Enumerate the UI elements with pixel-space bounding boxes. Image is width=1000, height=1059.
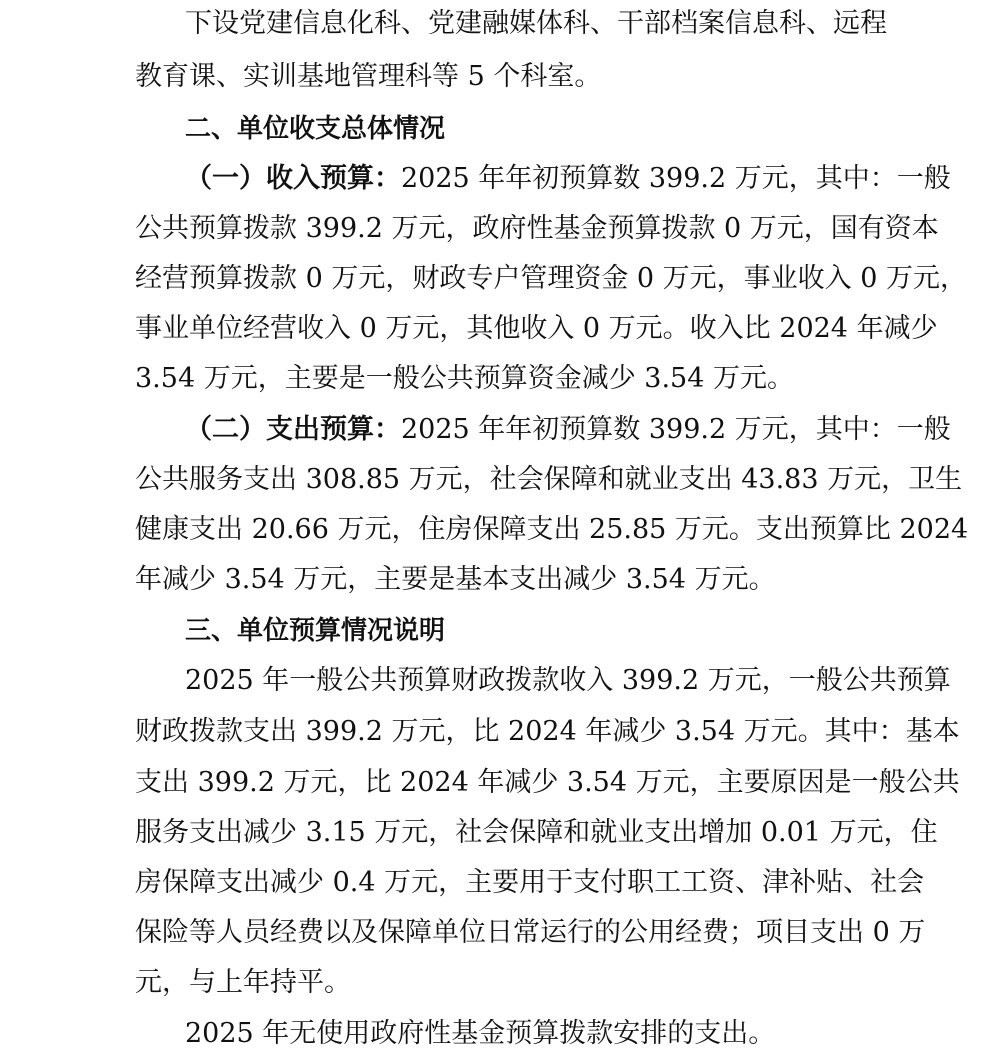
paragraph-line: 2025 年一般公共预算财政拨款收入 399.2 万元，一般公共预算 <box>185 665 951 696</box>
paragraph-line: 支出 399.2 万元，比 2024 年减少 3.54 万元，主要原因是一般公共 <box>135 767 960 798</box>
paragraph-line: 健康支出 20.66 万元，住房保障支出 25.85 万元。支出预算比 2024 <box>135 514 969 545</box>
paragraph-line: 元，与上年持平。 <box>135 967 351 998</box>
paragraph-line: 保险等人员经费以及保障单位日常运行的公用经费；项目支出 0 万 <box>135 917 926 948</box>
paragraph-line <box>185 412 951 448</box>
paragraph-text: 2025 年年初预算数 399.2 万元，其中：一般 <box>401 414 951 445</box>
paragraph-line: 服务支出减少 3.15 万元，社会保障和就业支出增加 0.01 万元，住 <box>135 817 938 848</box>
income-budget-label: （一）收入预算： <box>185 163 401 194</box>
section-heading: 二、单位收支总体情况 <box>185 114 446 144</box>
paragraph-line <box>185 161 951 197</box>
paragraph-line: 财政拨款支出 399.2 万元，比 2024 年减少 3.54 万元。其中：基本 <box>135 716 960 747</box>
paragraph-line: 事业单位经营收入 0 万元，其他收入 0 万元。收入比 2024 年减少 <box>135 313 938 344</box>
paragraph-line: 3.54 万元，主要是一般公共预算资金减少 3.54 万元。 <box>135 363 794 394</box>
paragraph-line: 公共服务支出 308.85 万元，社会保障和就业支出 43.83 万元，卫生 <box>135 464 963 495</box>
paragraph-line: 下设党建信息化科、党建融媒体科、干部档案信息科、远程 <box>185 8 887 39</box>
paragraph-line: 年减少 3.54 万元，主要是基本支出减少 3.54 万元。 <box>135 564 776 595</box>
paragraph-text: 2025 年年初预算数 399.2 万元，其中：一般 <box>401 163 951 194</box>
paragraph-line: 房保障支出减少 0.4 万元，主要用于支付职工工资、津补贴、社会 <box>135 867 925 898</box>
expenditure-budget-label: （二）支出预算： <box>185 414 401 445</box>
paragraph-line: 公共预算拨款 399.2 万元，政府性基金预算拨款 0 万元，国有资本 <box>135 213 939 244</box>
paragraph-line: 经营预算拨款 0 万元，财政专户管理资金 0 万元，事业收入 0 万元， <box>135 263 968 294</box>
paragraph-line: 教育课、实训基地管理科等 5 个科室。 <box>135 61 602 92</box>
paragraph-line: 2025 年无使用政府性基金预算拨款安排的支出。 <box>185 1018 776 1049</box>
section-heading: 三、单位预算情况说明 <box>185 616 446 646</box>
